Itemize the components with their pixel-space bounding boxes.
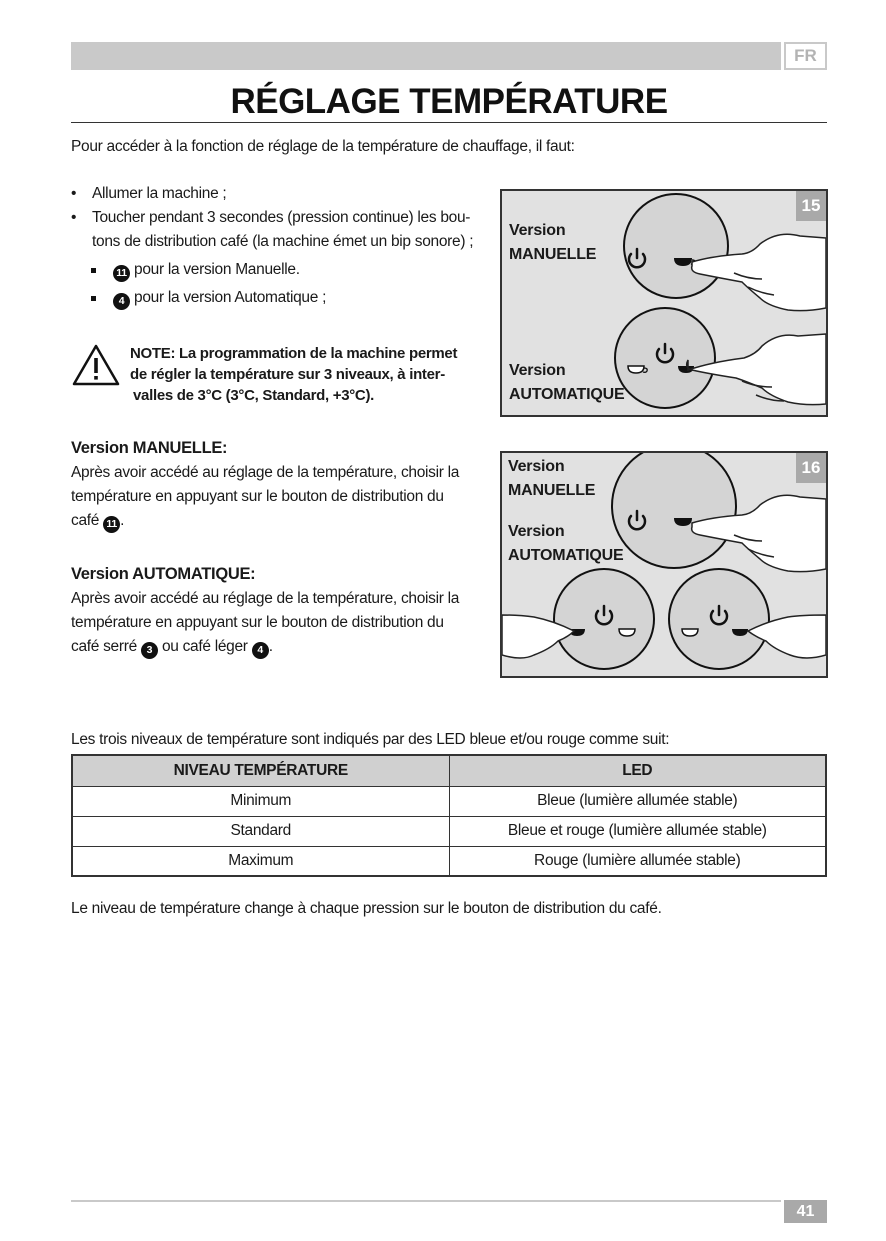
figure-number: 15 <box>796 191 826 221</box>
table-row <box>72 846 826 876</box>
table-cell: Maximum <box>72 846 449 876</box>
intro-text: Pour accéder à la fonction de réglage de la température de chauffage, il faut: <box>71 138 575 155</box>
label-line: Version <box>509 362 566 379</box>
table-cell: Minimum <box>72 786 449 816</box>
step-text: Toucher pendant 3 secondes (pression continue) les bou- <box>92 209 471 226</box>
closing-text: Le niveau de température change à chaque pression sur le bouton de distribution du café. <box>71 900 662 917</box>
temperature-levels-table <box>71 754 827 877</box>
figure-label <box>508 520 623 568</box>
label-line: MANUELLE <box>509 246 597 263</box>
table-row <box>72 786 826 816</box>
title-divider <box>71 122 827 123</box>
sub-step-text: pour la version Manuelle. <box>134 261 300 278</box>
column-header: NIVEAU TEMPÉRATURE <box>72 755 449 786</box>
step-text: Allumer la machine ; <box>92 185 227 202</box>
label-line: AUTOMATIQUE <box>509 386 625 403</box>
label-line: Version <box>509 222 566 239</box>
language-badge: FR <box>784 42 827 70</box>
bullet-icon: • <box>71 209 77 226</box>
table-row <box>72 816 826 846</box>
table-intro: Les trois niveaux de température sont indiqués par des LED bleue et/ou rouge comme suit: <box>71 731 670 748</box>
column-header: LED <box>449 755 826 786</box>
paragraph-line: Après avoir accédé au réglage de la température, choisir la <box>71 590 460 607</box>
table-cell: Bleue (lumière allumée stable) <box>449 786 826 816</box>
note-line: de régler la température sur 3 niveaux, à inter- <box>130 366 445 383</box>
page-number: 41 <box>784 1200 827 1223</box>
square-bullet-icon <box>91 268 96 273</box>
list-item <box>71 286 481 310</box>
note-line: valles de 3°C (3°C, Standard, +3°C). <box>133 387 375 404</box>
note-text <box>130 343 480 406</box>
circled-number: 3 <box>141 642 158 659</box>
figure-label <box>509 219 596 267</box>
label-line: Version <box>508 458 565 475</box>
label-line: MANUELLE <box>508 482 596 499</box>
figure-label <box>509 359 624 407</box>
paragraph-text: . <box>120 512 125 529</box>
steps-list <box>71 182 481 310</box>
figure-number: 16 <box>796 453 826 483</box>
circled-number: 11 <box>113 265 130 282</box>
note-line: NOTE: La programmation de la machine permet <box>130 345 458 362</box>
table-cell: Standard <box>72 816 449 846</box>
paragraph-line: température en appuyant sur le bouton de distribution du <box>71 488 444 505</box>
paragraph-text: café serré <box>71 638 137 655</box>
circled-number: 4 <box>113 293 130 310</box>
list-item <box>71 206 481 254</box>
bullet-icon: • <box>71 185 77 202</box>
footer-divider <box>71 1200 781 1202</box>
paragraph-text: café <box>71 512 100 529</box>
paragraph-text: . <box>268 638 273 655</box>
manual-section <box>71 436 480 533</box>
sub-step-text: pour la version Automatique ; <box>134 289 327 306</box>
automatic-section <box>71 562 480 659</box>
paragraph-text: ou café léger <box>161 638 248 655</box>
step-text: tons de distribution café (la machine émet un bip sonore) ; <box>92 233 474 250</box>
paragraph-line: température en appuyant sur le bouton de distribution du <box>71 614 444 631</box>
header-bar <box>71 42 781 70</box>
list-item <box>71 258 481 282</box>
circled-number: 4 <box>252 642 269 659</box>
table-header-row <box>72 755 826 786</box>
figure-label <box>508 455 595 503</box>
list-item <box>71 182 481 206</box>
table-cell: Rouge (lumière allumée stable) <box>449 846 826 876</box>
section-heading: Version MANUELLE: <box>71 439 228 457</box>
section-heading: Version AUTOMATIQUE: <box>71 565 256 583</box>
square-bullet-icon <box>91 296 96 301</box>
figure-15 <box>500 189 828 417</box>
page-title: RÉGLAGE TEMPÉRATURE <box>230 82 668 121</box>
circled-number: 11 <box>103 516 120 533</box>
label-line: AUTOMATIQUE <box>508 547 624 564</box>
label-line: Version <box>508 523 565 540</box>
figure-16 <box>500 451 828 678</box>
paragraph-line: Après avoir accédé au réglage de la température, choisir la <box>71 464 460 481</box>
warning-triangle-icon <box>71 343 121 387</box>
table-cell: Bleue et rouge (lumière allumée stable) <box>449 816 826 846</box>
